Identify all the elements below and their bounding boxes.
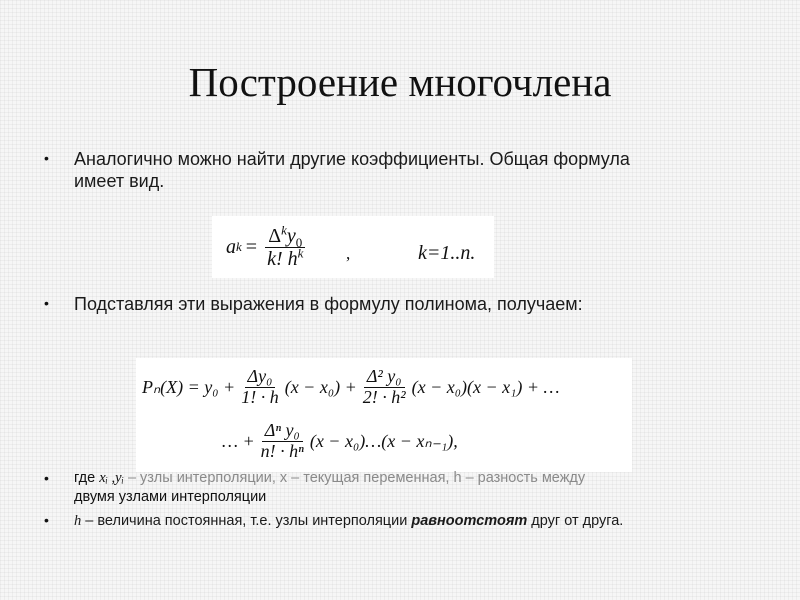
bullet-4-bold: равноотстоят — [411, 513, 528, 529]
formula1-fraction: $\frac{\Delta^ky_0}{k! h^k}$ — [267, 221, 304, 270]
formula-coefficient: a k = $\frac{\Delta^ky_0}{k! h^k}$ , k=1..n. — [212, 216, 494, 278]
bullet-3-line-2: двумя узлами интерполяции — [74, 489, 267, 505]
formula1-lhs: a — [226, 235, 236, 258]
formula2-term-1: (x − x₀) + — [284, 376, 357, 397]
bullet-3-prefix: где — [74, 470, 96, 486]
bullet-1-line-2: имеет вид. — [74, 171, 165, 191]
formula2-lhs: Pₙ(X) = y₀ + — [142, 376, 236, 397]
bullet-4-text-2: друг от друга. — [527, 513, 624, 529]
formula2-fraction-1: $\frac{\text{Δy₀}}{1! \cdot h}$ — [241, 365, 279, 407]
bullet-marker: • — [44, 470, 49, 486]
bullet-4-text-1: – величина постоянная, т.е. узлы интерполяции — [81, 513, 412, 529]
bullet-text-4 — [74, 512, 623, 531]
formula2-term-2: (x − x₀)(x − x₁) + … — [411, 376, 560, 397]
bullet-marker: • — [44, 150, 49, 166]
formula2-fraction-3: $\frac{\text{Δⁿ y₀}}{\text{n! · hⁿ}}$ — [260, 419, 304, 461]
bullet-marker: • — [44, 512, 49, 528]
formula2-line2-term: (x − x₀)…(x − xₙ₋₁), — [309, 430, 458, 451]
bullet-text-3 — [74, 469, 764, 507]
bullet-3-middle: – узлы интерполяции, x – текущая переменная, h – разность между — [127, 470, 586, 486]
bullet-text-2: Подставляя эти выражения в формулу полинома, получаем: — [74, 294, 583, 314]
formula2-line2-lead: … + — [222, 430, 255, 451]
bullet-text-1 — [74, 148, 630, 192]
formula2-fraction-2: $\frac{\text{Δ² y₀}}{\text{2! · h²}}$ — [362, 365, 406, 407]
bullet-marker: • — [44, 295, 49, 311]
formula1-range: k=1..n. — [418, 242, 476, 264]
formula1-comma: , — [346, 244, 351, 263]
bullet-3-vars: xᵢ ,yᵢ — [99, 470, 124, 486]
formula-polynomial — [136, 358, 632, 472]
bullet-4-h: h — [74, 513, 82, 529]
slide-title: Построение многочлена — [188, 59, 612, 105]
bullet-1-line-1: Аналогично можно найти другие коэффициенты. Общая формула — [74, 149, 630, 169]
